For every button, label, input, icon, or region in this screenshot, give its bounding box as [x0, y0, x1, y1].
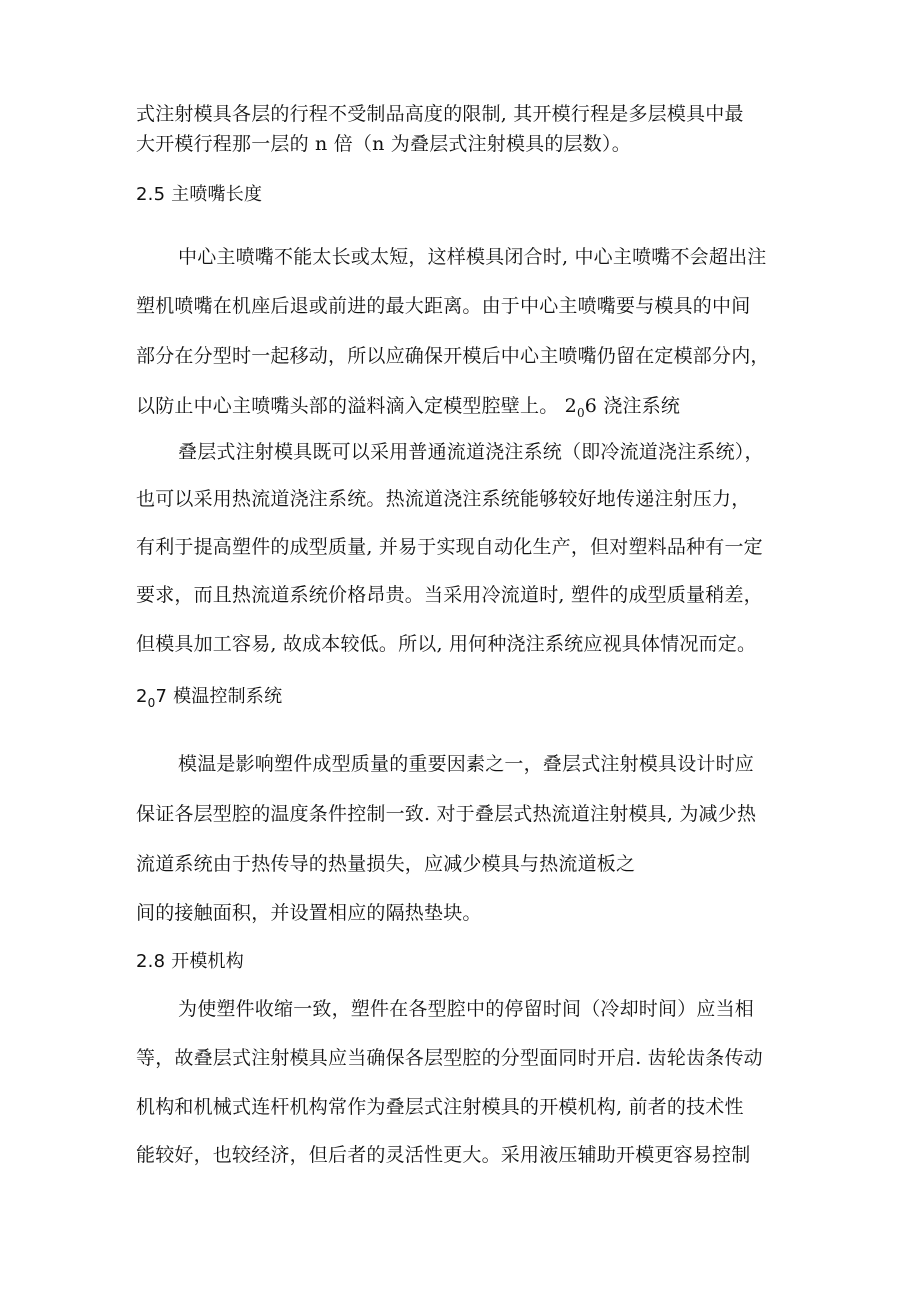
- heading-2-6: $2_06$ 浇注系统: [564, 395, 681, 420]
- s26-line-4: 要求，而且热流道系统价格昂贵。当采用冷流道时, 塑件的成型质量稍差，: [136, 584, 763, 606]
- s25-line-2: 塑机喷嘴在机座后退或前进的最大距离。由于中心主喷嘴要与模具的中间: [136, 295, 751, 317]
- s28-line-4: 能较好，也较经济，但后者的灵活性更大。采用液压辅助开模更容易控制: [136, 1144, 751, 1166]
- s25-line-1: 中心主喷嘴不能太长或太短，这样模具闭合时, 中心主喷嘴不会超出注: [178, 246, 767, 268]
- s26-line-2: 也可以采用热流道浇注系统。热流道浇注系统能够较好地传递注射压力，: [136, 488, 751, 510]
- heading-2-8: 2.8 开模机构: [136, 951, 244, 972]
- s26-line-3: 有利于提高塑件的成型质量, 并易于实现自动化生产，但对塑料品种有一定: [136, 536, 763, 558]
- s25-line-4: [136, 394, 796, 420]
- s27-line-2: 保证各层型腔的温度条件控制一致. 对于叠层式热流道注射模具, 为减少热: [136, 803, 757, 825]
- heading-2-7: $2_07$ 模温控制系统: [136, 686, 283, 710]
- s27-line-4: 间的接触面积，并设置相应的隔热垫块。: [136, 902, 482, 924]
- s28-line-3: 机构和机械式连杆机构常作为叠层式注射模具的开模机构, 前者的技术性: [136, 1096, 744, 1118]
- s25-line-4-text: 以防止中心主喷嘴头部的溢料滴入定模型腔壁上。: [136, 395, 559, 417]
- s27-line-3: 流道系统由于热传导的热量损失，应减少模具与热流道板之: [136, 853, 636, 875]
- s28-line-2: 等，故叠层式注射模具应当确保各层型腔的分型面同时开启. 齿轮齿条传动: [136, 1047, 763, 1069]
- s26-line-5: 但模具加工容易, 故成本较低。所以, 用何种浇注系统应视具体情况而定。: [136, 633, 757, 655]
- s28-line-1: 为使塑件收缩一致，塑件在各型腔中的停留时间（冷却时间）应当相: [178, 998, 755, 1020]
- intro-line-2: 大开模行程那一层的 n 倍（n 为叠层式注射模具的层数）。: [136, 133, 631, 155]
- s25-line-3: 部分在分型时一起移动，所以应确保开模后中心主喷嘴仍留在定模部分内，: [136, 345, 770, 367]
- heading-2-5: 2.5 主喷嘴长度: [136, 184, 263, 205]
- intro-line-1: 式注射模具各层的行程不受制品高度的限制, 其开模行程是多层模具中最: [136, 103, 744, 125]
- s26-line-1: 叠层式注射模具既可以采用普通流道浇注系统（即冷流道浇注系统），: [178, 441, 764, 463]
- s27-line-1: 模温是影响塑件成型质量的重要因素之一，叠层式注射模具设计时应: [178, 753, 755, 775]
